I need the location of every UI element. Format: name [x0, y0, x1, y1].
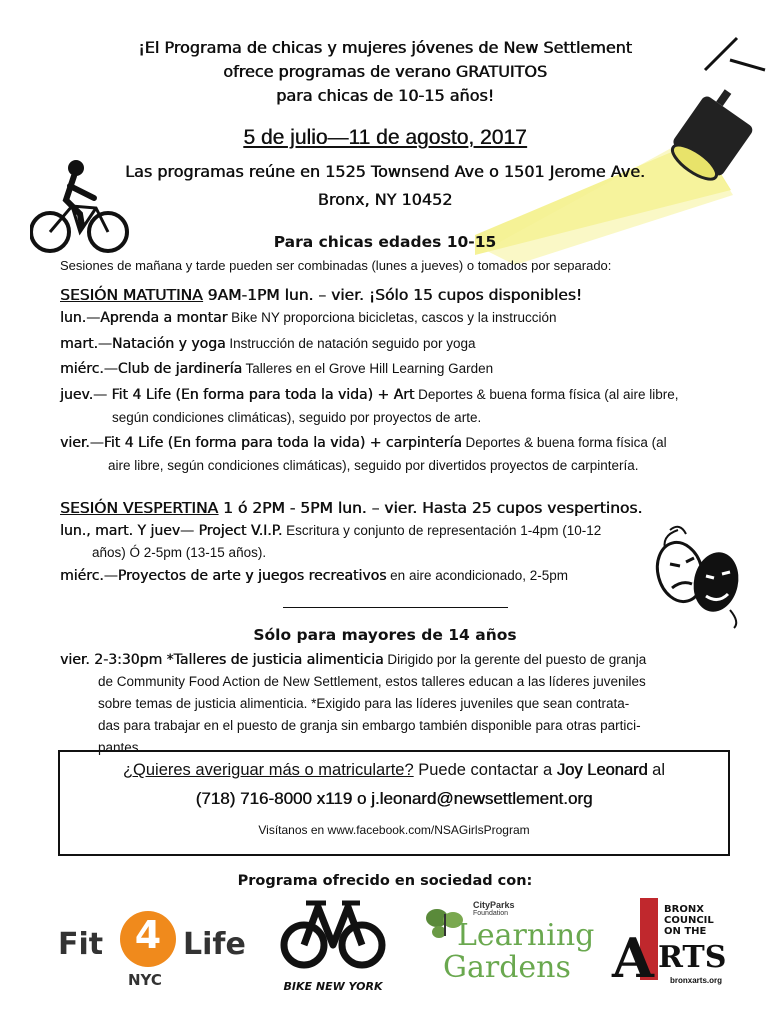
list-item [60, 650, 760, 670]
title-line-2: ofrece programas de verano GRATUITOS [223, 62, 547, 81]
location-line-1: Las programas reúne en 1525 Townsend Ave o 1501 Jerome Ave. [124, 162, 646, 181]
list-item [60, 385, 760, 405]
morning-session-details: 9AM-1PM lun. – vier. ¡Sólo 15 cupos disponibles! [202, 286, 582, 304]
item-desc-cont: años) Ó 2-5pm (13-15 años). [92, 545, 267, 560]
contact-or: o [352, 789, 372, 808]
item-desc: Talleres en el Grove Hill Learning Garden [242, 361, 494, 376]
bronx-line-2: COUNCIL [664, 915, 714, 926]
older-desc-line: sobre temas de justicia alimenticia. *Exigido para las líderes juveniles que sean contrata- [98, 696, 630, 711]
fit4life-nyc: NYC [128, 971, 162, 989]
item-label: lun., mart. Y juev— Project V.I.P. [60, 523, 283, 539]
item-label: miérc.—Proyectos de arte y juegos recreativos [60, 568, 387, 584]
list-item [60, 308, 750, 328]
bronx-line-1: BRONX [664, 904, 704, 915]
facebook-link[interactable]: Visítanos en www.facebook.com/NSAGirlsProgram [258, 823, 530, 837]
fit4life-four: 4 [134, 913, 162, 957]
older-desc-line: pantes. [98, 740, 143, 755]
contact-suffix: al [647, 761, 666, 779]
gardens-word: Gardens [443, 950, 571, 985]
contact-box [58, 750, 730, 856]
contact-phone: (718) 716-8000 x119 [195, 789, 353, 808]
item-label: mart.—Natación y yoga [60, 336, 226, 352]
bronx-letter-a: A [612, 926, 654, 990]
title-line-3: para chicas de 10-15 años! [276, 86, 494, 105]
bike-new-york-logo [278, 893, 388, 993]
program-dates: 5 de julio—11 de agosto, 2017 [243, 126, 527, 149]
bike-new-york-text: BIKE NEW YORK [283, 980, 383, 993]
contact-line-1 [60, 761, 728, 780]
theater-masks-icon [650, 522, 750, 632]
learning-word: Learning [457, 918, 595, 953]
ages-heading: Para chicas edades 10-15 [273, 233, 497, 251]
list-item [60, 433, 760, 453]
item-desc: en aire acondicionado, 2-5pm [386, 568, 569, 583]
contact-question: ¿Quieres averiguar más o matricularte? [122, 761, 414, 779]
item-desc: Escritura y conjunto de representación 1-4pm (10-12 [282, 523, 602, 538]
spotlight-icon [475, 30, 770, 290]
bronx-council-arts-logo [612, 898, 732, 994]
afternoon-session-label: SESIÓN VESPERTINA [60, 499, 219, 517]
fit4life-life: Life [183, 927, 246, 962]
item-desc: Instrucción de natación seguido por yoga [225, 336, 476, 351]
list-item [60, 334, 750, 354]
item-label: vier.—Fit 4 Life (En forma para toda la vida) + carpintería [60, 435, 462, 451]
list-item [60, 566, 700, 586]
afternoon-session-details: 1 ó 2PM - 5PM lun. – vier. Hasta 25 cupos vespertinos. [218, 499, 643, 517]
fit4life-fit: Fit [58, 927, 104, 962]
item-label: juev.— Fit 4 Life (En forma para toda la vida) + Art [60, 387, 415, 403]
location-line-2: Bronx, NY 10452 [317, 190, 453, 209]
list-item [60, 521, 700, 541]
bicycle-icon [278, 893, 388, 973]
bronx-line-3: ON THE [664, 926, 707, 937]
morning-session-label: SESIÓN MATUTINA [60, 286, 203, 304]
item-desc: Deportes & buena forma física (al [461, 435, 667, 450]
partners-heading: Programa ofrecido en sociedad con: [237, 873, 533, 889]
contact-name: Joy Leonard [556, 761, 648, 779]
contact-line-2 [60, 789, 728, 809]
older-heading: Sólo para mayores de 14 años [253, 626, 517, 644]
bronx-url[interactable]: bronxarts.org [670, 976, 723, 985]
item-label: lun.—Aprenda a montar [60, 310, 228, 326]
bronx-rts: RTS [658, 940, 727, 975]
item-desc-cont: según condiciones climáticas), seguido por proyectos de arte. [112, 410, 482, 425]
contact-text: Puede contactar a [413, 761, 557, 779]
item-desc-cont: aire libre, según condiciones climáticas), seguido por divertidos proyectos de carpintería. [108, 458, 639, 473]
foundation-text: Foundation [473, 910, 509, 917]
morning-session-title [60, 286, 582, 304]
divider [283, 607, 508, 608]
afternoon-session-title [60, 499, 642, 517]
item-label: miérc.—Club de jardinería [60, 361, 243, 377]
list-item [60, 359, 750, 379]
item-desc: Bike NY proporciona bicicletas, cascos y la instrucción [227, 310, 557, 325]
item-label: vier. 2-3:30pm *Talleres de justicia alimenticia [60, 652, 384, 668]
learning-gardens-logo [425, 900, 595, 995]
cityparks-text: CityParks [473, 900, 515, 910]
older-desc-line: de Community Food Action de New Settlement, estos talleres educan a las líderes juveniles [98, 674, 646, 689]
item-desc: Deportes & buena forma física (al aire libre, [414, 387, 679, 402]
title-line-1: ¡El Programa de chicas y mujeres jóvenes de New Settlement [138, 38, 632, 57]
contact-email[interactable]: j.leonard@newsettlement.org [371, 789, 593, 808]
older-desc-line: das para trabajar en el puesto de granja sin embargo también disponible para otras partici- [98, 718, 641, 733]
sessions-note: Sesiones de mañana y tarde pueden ser combinadas (lunes a jueves) o tomados por separado: [60, 258, 612, 273]
item-desc: Dirigido por la gerente del puesto de granja [383, 652, 647, 667]
fit4life-logo [58, 905, 248, 990]
